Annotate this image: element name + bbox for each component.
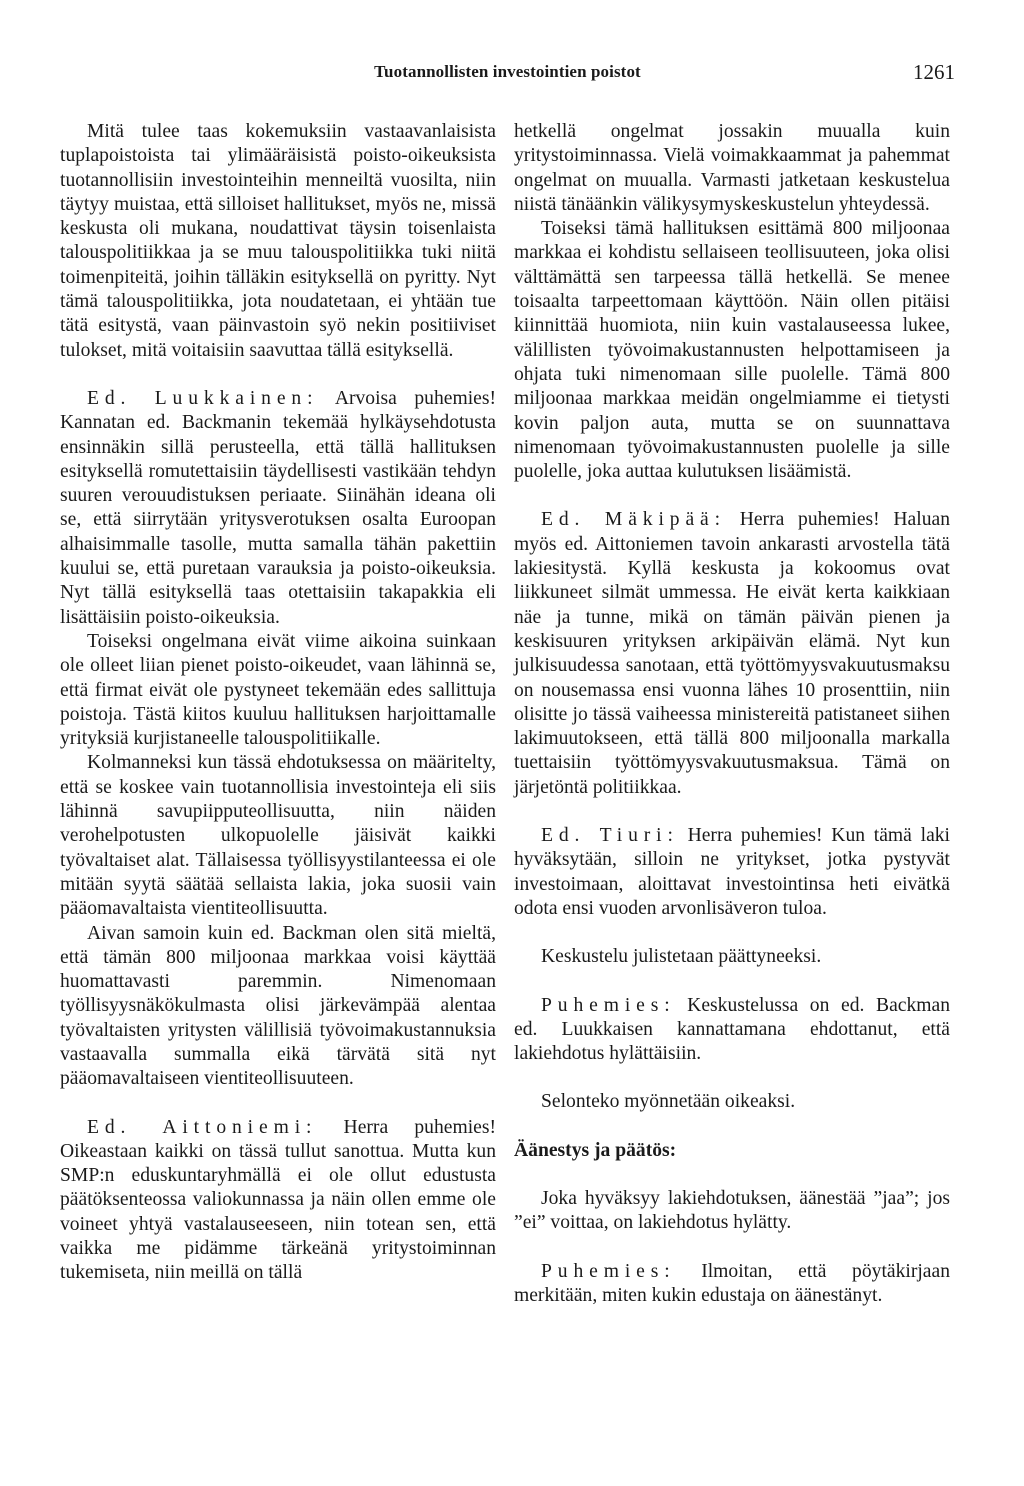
speech-luukkainen: Ed. Luukkainen: Arvoisa puhemies! Kannatan ed. Backmanin tekemää hylkäysehdotusta ensinnäkin sillä perusteella, että tällä hallituksen esityksellä romutettaisiin täydellisesti vastikään tehdyn suuren verouudistuksen periaate. Siinähän ideana oli se, että siirrytään yritysverotuksen osalta Euroopan alhaisimmalle tasolle, mutta samalla tähän pakettiin kuului se, että puretaan varauksia ja poisto-oikeuksia. Nyt tällä esityksellä taas otettaisiin takapakkia eli lisättäisiin poisto-oikeuksia.: [60, 387, 496, 628]
page-number: 1261: [913, 60, 955, 84]
paragraph: Selonteko myönnetään oikeaksi.: [541, 1091, 796, 1113]
speaker-name: Ed. Tiuri:: [541, 825, 679, 847]
section-heading: Äänestys ja päätös:: [514, 1139, 677, 1161]
speech-puhemies: Puhemies: Keskustelussa on ed. Backman ed. Luukkaisen kannattamana ehdottanut, että lakiehdotus hylättäisiin.: [514, 994, 950, 1065]
paragraph: Aivan samoin kuin ed. Backman olen sitä mieltä, että tämän 800 miljoonaa markkaa voisi käyttää huomattavasti paremmin. Nimenomaan työllisyysnäkökulmasta olisi järkevämpää alentaa työvaltaisten yritysten välillisiä työvoimakustannuksia vastaavalla summalla eikä tärvätä sitä nyt pääomavaltaiseen vientiteollisuuteen.: [60, 922, 496, 1090]
paragraph: Toiseksi ongelmana eivät viime aikoina suinkaan ole olleet liian pienet poisto-oikeudet, vaan lähinnä se, että firmat eivät ole pystyneet tekemään edes sallittuja poistoja. Tästä kiitos kuuluu hallituksen harjoittamalle yrityksiä kurjistaneelle talouspolitiikalle.: [60, 630, 496, 750]
speaker-name: Ed. Mäkipää:: [541, 509, 726, 531]
paragraph: Joka hyväksyy lakiehdotuksen, äänestää ”jaa”; jos ”ei” voittaa, on lakiehdotus hylätty.: [514, 1187, 950, 1234]
speech-puhemies: Puhemies: Ilmoitan, että pöytäkirjaan merkitään, miten kukin edustaja on äänestänyt.: [514, 1260, 950, 1306]
speech-makipaa: Ed. Mäkipää: Herra puhemies! Haluan myös ed. Aittoniemen tavoin ankarasti arvostella tätä lakiesitystä. Kyllä keskusta ja kokoomus ovat liikkuneet silmät ummessa. He eivät kerta kaikkiaan näe ja tunne, mikä on tämän päivän pienen ja keskisuuren yrityksen arkipäivän elämä. Nyt kun julkisuudessa sanotaan, että työttömyysvakuutusmaksu on nousemassa ensi vuonna lähes 10 prosenttiin, niin olisitte jo tässä vaiheessa ministereitä patistaneet siihen lakimuutokseen, että tällä 800 miljoonalla markalla tuettaisiin työttömyysvakuutusmaksua. Tämä on järjetöntä politiikkaa.: [514, 509, 950, 798]
speaker-name: Ed. Luukkainen:: [87, 387, 319, 409]
speech-aittoniemi: Ed. Aittoniemi: Herra puhemies! Oikeastaan kaikki on tässä tullut sanottua. Mutta kun SMP:n eduskuntaryhmällä ei ole ollut edustusta päätöksenteossa valiokunnassa ja näin ollen emme ole voineet yhtyä vastalauseeseen, niin totean sen, että vaikka me pidämme tärkeänä yritystoiminnan tukemiseta, niin meillä on tällä: [60, 1116, 496, 1284]
speaker-name: Puhemies:: [541, 1260, 676, 1282]
speaker-name: Ed. Aittoniemi:: [87, 1116, 318, 1138]
paragraph: Mitä tulee taas kokemuksiin vastaavanlaisista tuplapoistoista tai ylimääräisistä poisto-oikeuksista tuotannollisiin investointeihin menneiltä vuosilta, niin täytyy muistaa, että silloiset hallitukset, myös ne, missä keskusta oli mukana, noudattivat täysin toisenlaista talouspolitiikkaa ja se muu talouspolitiikka tuki niitä toimenpiteitä, joihin tälläkin esityksellä on pyritty. Nyt tämä talouspolitiikka, jota noudatetaan, ei yhtään tue tätä esitystä, vaan päinvastoin syö nekin positiiviset tulokset, mitä voitaisiin saavuttaa tällä esityksellä.: [60, 121, 496, 361]
speaker-name: Puhemies:: [541, 994, 676, 1016]
speech-tiuri: Ed. Tiuri: Herra puhemies! Kun tämä laki hyväksytään, silloin ne yritykset, jotka pystyvät investoimaan, aloittavat investointinsa heti eivätkä odota ensi vuoden arvonlisäveron tuloa.: [514, 825, 951, 919]
page-header: [60, 62, 955, 92]
paragraph: Kolmanneksi kun tässä ehdotuksessa on määritelty, että se koskee vain tuotannollisia investointeja eli siis lähinnä savupiipputeollisuutta, niin näiden verohelpotusten ulkopuolelle jäisivät kaikki työvaltaiset alat. Tällaisessa työllisyystilanteessa ei ole mitään syytä säätää sellaista lakia, joka suosii vain pääomavaltaista vientiteollisuutta.: [60, 752, 496, 920]
paragraph: Keskustelu julistetaan päättyneeksi.: [541, 946, 822, 968]
paragraph: Toiseksi tämä hallituksen esittämä 800 miljoonaa markkaa ei kohdistu sellaiseen teollisuuteen, joka olisi välttämättä sen tarpeessa tällä hetkellä. Se menee toisaalta tarpeettomaan käyttöön. Näin ollen pitäisi kiinnittää huomiota, niin kuin vastalauseessa lukee, välillisten työvoimakustannusten helpottamiseen ja ohjata tuki nimenomaan sille puolelle. Tämä 800 miljoonaa markkaa meidän ongelmiamme ei tietysti kovin paljon auta, mutta se on suunnattava nimenomaan työvoimakustannusten puolelle ja sille puolelle, joka auttaa kulutuksen lisäämistä.: [514, 218, 950, 483]
right-column: [514, 120, 950, 1308]
paragraph: hetkellä ongelmat jossakin muualla kuin yritystoiminnassa. Vielä voimakkaammat ja pahemmat ongelmat on muualla. Varmasti jatketaan keskustelua niistä tänäänkin välikysymyskeskustelun yhteydessä.: [514, 121, 950, 215]
left-column: [60, 120, 496, 1286]
running-title: Tuotannollisten investointien poistot: [374, 62, 641, 81]
